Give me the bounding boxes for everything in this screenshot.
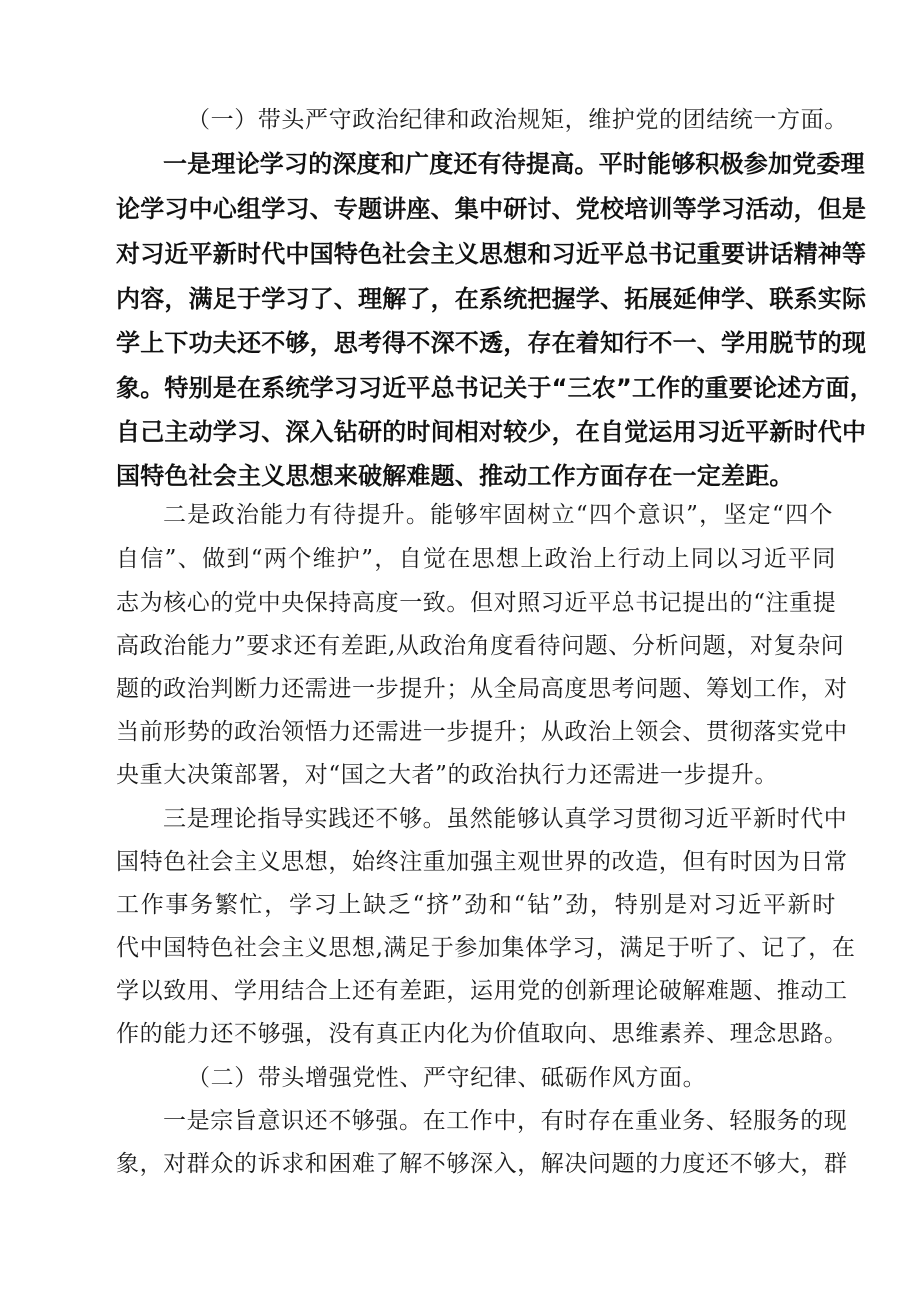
paragraph-1-line-2: 论学习中心组学习、专题讲座、集中研讨、党校培训等学习活动，但是 xyxy=(116,195,867,223)
paragraph-1-line-6: 象。特别是在系统学习习近平总书记关于“三农”工作的重要论述方面， xyxy=(116,374,874,402)
paragraph-2-line-5: 题的政治判断力还需进一步提升；从全局高度思考问题、筹划工作，对 xyxy=(116,676,848,702)
paragraph-3-line-5: 学以致用、学用结合上还有差距，运用党的创新理论破解难题、推动工 xyxy=(116,978,848,1004)
paragraph-3-line-1: 三是理论指导实践还不够。虽然能够认真学习贯彻习近平新时代中 xyxy=(163,806,848,832)
paragraph-2-line-3: 志为核心的党中央保持高度一致。但对照习近平总书记提出的“注重提 xyxy=(116,590,837,616)
paragraph-3-line-4: 代中国特色社会主义思想,满足于参加集体学习，满足于听了、记了，在 xyxy=(116,935,856,961)
paragraph-2-line-2: 自信”、做到“两个维护”，自觉在思想上政治上行动上同以习近平同 xyxy=(116,546,836,572)
paragraph-1-line-5: 学上下功夫还不够，思考得不深不透，存在着知行不一、学用脱节的现 xyxy=(116,329,867,357)
paragraph-2-line-4: 高政治能力”要求还有差距,从政治角度看待问题、分析问题，对复杂问 xyxy=(116,633,845,659)
paragraph-4-line-2: 象，对群众的诉求和困难了解不够深入，解决问题的力度还不够大，群 xyxy=(116,1151,848,1177)
paragraph-3-line-6: 作的能力还不够强，没有真正内化为价值取向、思维素养、理念思路。 xyxy=(116,1021,848,1047)
section-heading-1: （一）带头严守政治纪律和政治规矩，维护党的团结统一方面。 xyxy=(187,107,848,133)
paragraph-3-line-3: 工作事务繁忙，学习上缺乏“挤”劲和“钻”劲，特别是对习近平新时 xyxy=(116,892,836,918)
paragraph-1-line-4: 内容，满足于学习了、理解了，在系统把握学、拓展延伸学、联系实际 xyxy=(116,285,867,313)
paragraph-2-line-7: 央重大决策部署，对“国之大者”的政治执行力还需进一步提升。 xyxy=(116,762,778,788)
paragraph-2-line-1: 二是政治能力有待提升。能够牢固树立“四个意识”，坚定“四个 xyxy=(163,502,833,528)
paragraph-1-line-7: 自己主动学习、深入钻研的时间相对较少，在自觉运用习近平新时代中 xyxy=(116,418,867,446)
paragraph-4-line-1: 一是宗旨意识还不够强。在工作中，有时存在重业务、轻服务的现 xyxy=(163,1108,848,1134)
paragraph-1-line-1: 一是理论学习的深度和广度还有待提高。平时能够积极参加党委理 xyxy=(163,150,865,178)
paragraph-1-line-8: 国特色社会主义思想来破解难题、推动工作方面存在一定差距。 xyxy=(116,462,794,490)
paragraph-3-line-2: 国特色社会主义思想，始终注重加强主观世界的改造，但有时因为日常 xyxy=(116,849,848,875)
paragraph-1-line-3: 对习近平新时代中国特色社会主义思想和习近平总书记重要讲话精神等 xyxy=(116,240,867,268)
section-heading-2: （二）带头增强党性、严守纪律、砥砺作风方面。 xyxy=(187,1065,707,1091)
paragraph-2-line-6: 当前形势的政治领悟力还需进一步提升；从政治上领会、贯彻落实党中 xyxy=(116,719,848,745)
